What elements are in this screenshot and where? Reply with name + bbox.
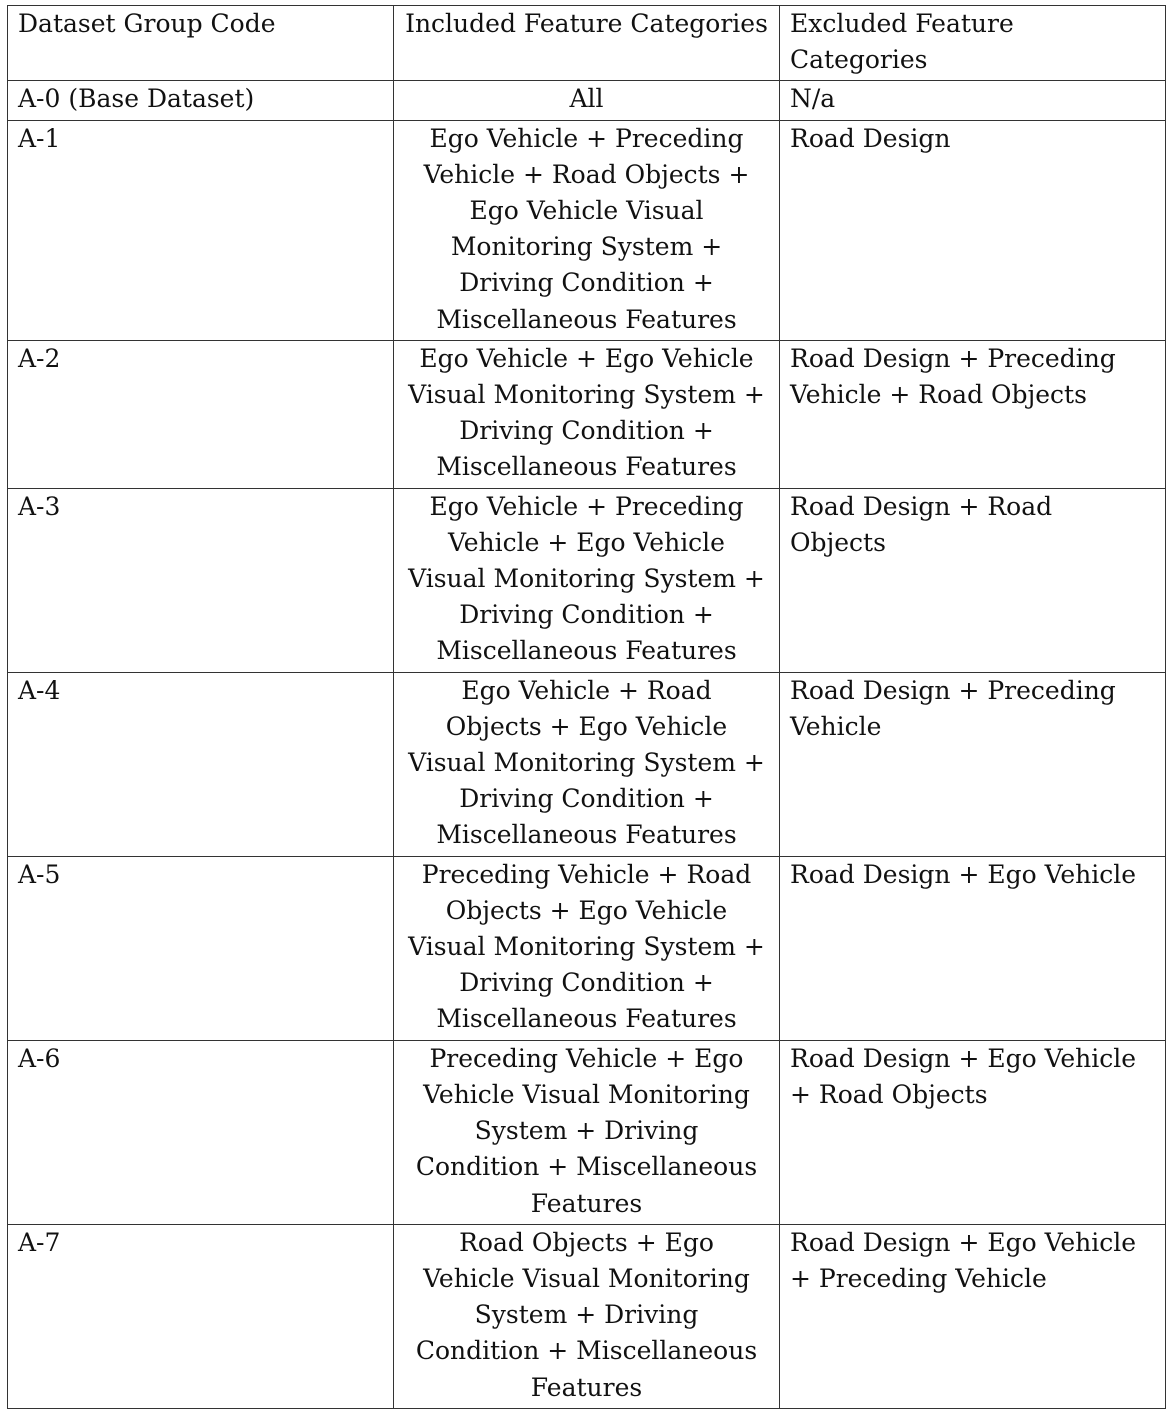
cell-text: Road Design + Road Objects <box>790 491 1053 557</box>
header-included-categories <box>394 6 780 81</box>
cell-text: Road Design + Ego Vehicle <box>790 859 1137 889</box>
table-row <box>8 856 1166 1040</box>
table-header-row <box>8 6 1166 81</box>
cell-text: Ego Vehicle + Preceding Vehicle + Ego Vehicle Visual Monitoring System + Driving Condition + Miscellaneous Features <box>408 491 765 666</box>
cell-text: A-7 <box>18 1227 61 1257</box>
table-row <box>8 120 1166 340</box>
cell-text: Road Design + Preceding Vehicle + Road Objects <box>790 343 1116 410</box>
cell-text: A-2 <box>18 343 61 373</box>
cell-text: Road Design + Ego Vehicle + Preceding Vehicle <box>790 1227 1137 1293</box>
cell-text: A-5 <box>18 859 61 889</box>
header-label: Dataset Group Code <box>18 9 276 38</box>
cell-text: Preceding Vehicle + Road Objects + Ego Vehicle Visual Monitoring System + Driving Condition + Miscellaneous Features <box>408 859 765 1034</box>
header-label: Included Feature Categories <box>405 9 768 38</box>
cell-text: N/a <box>790 84 836 114</box>
cell-excluded <box>780 1224 1166 1408</box>
cell-included <box>394 488 780 672</box>
table-row <box>8 672 1166 856</box>
cell-text: Road Design + Preceding Vehicle <box>790 675 1116 741</box>
cell-excluded <box>780 340 1166 488</box>
cell-code <box>8 340 394 488</box>
cell-code <box>8 856 394 1040</box>
cell-text: Road Objects + Ego Vehicle Visual Monitoring System + Driving Condition + Miscellaneous Features <box>415 1227 758 1402</box>
cell-text: Road Design + Ego Vehicle + Road Objects <box>790 1043 1137 1109</box>
cell-included <box>394 81 780 120</box>
cell-text: Road Design <box>790 123 951 153</box>
table-row <box>8 340 1166 488</box>
cell-text: Ego Vehicle + Ego Vehicle Visual Monitoring System + Driving Condition + Miscellaneous Features <box>408 343 765 482</box>
cell-text: A-1 <box>18 123 61 153</box>
cell-text: All <box>569 84 604 114</box>
table-row <box>8 1224 1166 1408</box>
cell-code <box>8 120 394 340</box>
cell-included <box>394 340 780 488</box>
cell-code <box>8 81 394 120</box>
header-excluded-categories <box>780 6 1166 81</box>
cell-excluded <box>780 856 1166 1040</box>
cell-code <box>8 488 394 672</box>
cell-text: A-6 <box>18 1043 61 1073</box>
cell-code <box>8 672 394 856</box>
cell-excluded <box>780 488 1166 672</box>
cell-excluded <box>780 81 1166 120</box>
cell-text: A-4 <box>18 675 61 705</box>
cell-excluded <box>780 120 1166 340</box>
cell-included <box>394 856 780 1040</box>
table-row <box>8 81 1166 120</box>
cell-included <box>394 672 780 856</box>
header-label: Excluded Feature Categories <box>790 9 1014 75</box>
cell-text: Ego Vehicle + Preceding Vehicle + Road Objects + Ego Vehicle Visual Monitoring System + Driving Condition + Miscellaneous Features <box>423 123 750 334</box>
cell-code <box>8 1224 394 1408</box>
table-row <box>8 1040 1166 1224</box>
cell-excluded <box>780 672 1166 856</box>
table-row <box>8 488 1166 672</box>
cell-included <box>394 120 780 340</box>
cell-code <box>8 1040 394 1224</box>
cell-included <box>394 1040 780 1224</box>
feature-categories-table <box>7 5 1166 1409</box>
cell-text: Ego Vehicle + Road Objects + Ego Vehicle Visual Monitoring System + Driving Condition + Miscellaneous Features <box>408 675 765 850</box>
cell-text: A-3 <box>18 491 61 521</box>
cell-text: A-0 (Base Dataset) <box>18 84 255 114</box>
cell-excluded <box>780 1040 1166 1224</box>
header-dataset-group-code <box>8 6 394 81</box>
cell-included <box>394 1224 780 1408</box>
cell-text: Preceding Vehicle + Ego Vehicle Visual Monitoring System + Driving Condition + Miscellaneous Features <box>415 1043 758 1218</box>
